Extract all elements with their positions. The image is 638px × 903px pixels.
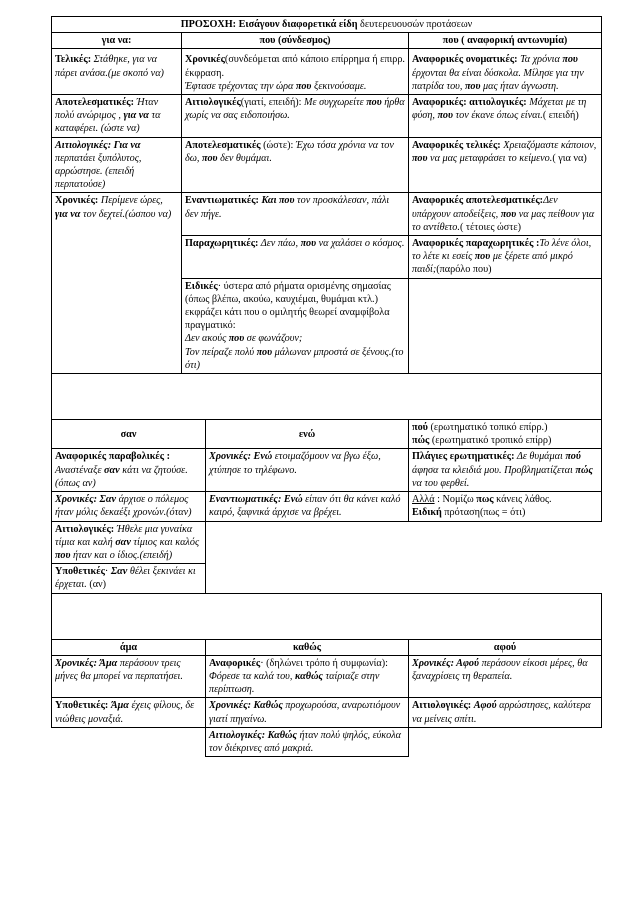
cell-aitiologikes-pou: Αιτιολογικές(γιατί, επειδή): Με συγχωρείτε που ήρθα χωρίς να σας ειδοποιήσω.	[182, 95, 409, 138]
cell-enantiomatikes-pou: Εναντιωματικές: Και που τον προσκάλεσαν, πάλι δεν πήγε.	[182, 193, 409, 236]
header-pou-antonymia: που ( αναφορική αντωνυμία)	[409, 33, 602, 49]
section1-header-row	[52, 33, 602, 49]
table-row	[52, 492, 602, 521]
cell-xronikes-kathos: Χρονικές: Καθώς προχωρούσα, αναρωτιόμουν γιατί πηγαίνω.	[206, 698, 409, 727]
header-afou: αφού	[409, 639, 602, 655]
separator-cell	[52, 593, 602, 639]
cell-empty	[409, 727, 602, 756]
cell-xronikes-afou: Χρονικές: Αφού περάσουν είκοσι μέρες, θα ξαναχρίσεις τη θεραπεία.	[409, 655, 602, 698]
table-row	[52, 521, 602, 564]
cell-empty	[206, 521, 602, 593]
cell-aitiologikes-gia-na: Αιτιολογικές: Για να περπατάει ξυπόλυτος, αρρώστησε. (επειδή περπατούσε)	[52, 137, 182, 193]
table-row	[52, 449, 602, 492]
cell-eidikes-pou: Ειδικές· ύστερα από ρήματα ορισμένης σημασίας (όπως βλέπω, ακούω, καυχιέμαι, θυμάμαι κτλ.) εκφράζει κάτι που ο ομιλητής θεωρεί αναμφίβολα πραγματικό: Δεν ακούς που σε φωνάζουν; Τον πείραζε πολύ που μάλωναν μπροστά σε ξένους.(το ότι)	[182, 278, 409, 373]
table-row	[52, 698, 602, 727]
section3-header-row	[52, 639, 602, 655]
cell-xronikes-san: Χρονικές: Σαν άρχισε ο πόλεμος ήταν μόλις δεκαέξι χρονών.(όταν)	[52, 492, 206, 521]
cell-xronikes-pou: Χρονικές(συνδεόμεται από κάποιο επίρρημα ή επιρρ. έκφραση. Έφτασε τρέχοντας την ώρα που ξεκινούσαμε.	[182, 49, 409, 95]
cell-xronikes-ama: Χρονικές: Άμα περάσουν τρεις μήνες θα μπορεί να περπατήσει.	[52, 655, 206, 698]
header-pou-syndesmos: που (σύνδεσμος)	[182, 33, 409, 49]
table-row	[52, 95, 602, 138]
cell-anaforikes-onomatikes: Αναφορικές ονοματικές: Τα χρόνια που έρχονται θα είναι δύσκολα. Μίλησε για την πατρίδα του, που μας ήταν άγνωστη.	[409, 49, 602, 95]
cell-plagies-erotimatikes: Πλάγιες ερωτηματικές: Δε θυμάμαι πού άφησα τα κλειδιά μου. Προβληματίζεται πώς να του φερθεί.	[409, 449, 602, 492]
cell-telikes: Τελικές: Στάθηκε, για να πάρει ανάσα.(με σκοπό να)	[52, 49, 182, 95]
cell-anaforikes-apotelesmatikes: Αναφορικές αποτελεσματικές:Δεν υπάρχουν αποδείξεις, που να μας πείθουν για το αντίθετο.( τέτοιες ώστε)	[409, 193, 602, 236]
separator-row	[52, 374, 602, 420]
header-eno: ενώ	[206, 420, 409, 449]
section2-header-row	[52, 420, 602, 449]
cell-anaforikes-kathos: Αναφορικές· (δηλώνει τρόπο ή συμφωνία): Φόρεσε τα καλά του, καθώς ταίριαζε στην περίπτωση.	[206, 655, 409, 698]
cell-empty	[409, 278, 602, 373]
table-row	[52, 137, 602, 193]
cell-anaforikes-paraxoritikes: Αναφορικές παραχωρητικές :Το λένε όλοι, το λέτε κι εσείς που με ξέρετε από μικρό παιδί;(παρόλο που)	[409, 236, 602, 279]
cell-empty	[52, 727, 206, 756]
grammar-table	[51, 16, 602, 757]
header-pou-pos: πού (ερωτηματικό τοπικό επίρρ.) πώς (ερωτηματικό τροπικό επίρρ)	[409, 420, 602, 449]
cell-aitiologikes-afou: Αιτιολογικές: Αφού αρρώστησες, καλύτερα να μείνεις σπίτι.	[409, 698, 602, 727]
cell-anaforikes-telikes: Αναφορικές τελικές: Χρειαζόμαστε κάποιον, που να μας μεταφράσει το κείμενο.( για να)	[409, 137, 602, 193]
separator-row	[52, 593, 602, 639]
table-row	[52, 727, 602, 756]
header-kathos: καθώς	[206, 639, 409, 655]
header-gia-na: για να:	[52, 33, 182, 49]
cell-paraxoritikes-pou: Παραχωρητικές: Δεν πάω, που να χαλάσει ο κόσμος.	[182, 236, 409, 279]
cell-apotelesmatikes: Αποτελεσματικές: Ήταν πολύ ανώριμος , για να τα καταφέρει. (ώστε να)	[52, 95, 182, 138]
header-san: σαν	[52, 420, 206, 449]
header-ama: άμα	[52, 639, 206, 655]
separator-cell	[52, 374, 602, 420]
cell-aitiologikes-kathos: Αιτιολογικές: Καθώς ήταν πολύ ψηλός, εύκολα τον διέκρινες από μακριά.	[206, 727, 409, 756]
cell-ypothetikes-ama: Υποθετικές: Άμα έχεις φίλους, δε νιώθεις μοναξιά.	[52, 698, 206, 727]
cell-aitiologikes-san: Αιτιολογικές: Ήθελε μια γυναίκα τίμια και καλή σαν τίμιος και καλός που ήταν και ο ίδιος.(επειδή)	[52, 521, 206, 564]
table-row	[52, 193, 602, 236]
cell-enantiomatikes-eno: Εναντιωματικές: Ενώ είπαν ότι θα κάνει καλό καιρό, ξαφνικά άρχισε να βρέχει.	[206, 492, 409, 521]
cell-apotelesmatikes-pou: Αποτελεσματικές (ώστε): Έχω τόσα χρόνια να τον δω, που δεν θυμάμαι.	[182, 137, 409, 193]
table-row	[52, 49, 602, 95]
title-row	[52, 17, 602, 33]
table-row	[52, 655, 602, 698]
cell-xronikes-eno: Χρονικές: Ενώ ετοιμαζόμουν να βγω έξω, χτύπησε το τηλέφωνο.	[206, 449, 409, 492]
table-title: ΠΡΟΣΟΧΗ: Εισάγουν διαφορετικά είδη δευτερευουσών προτάσεων	[52, 17, 602, 33]
cell-alla-pos: Αλλά : Νομίζω πως κάνεις λάθος. Ειδική πρόταση(πως = ότι)	[409, 492, 602, 521]
cell-anaforikes-aitiologikes: Αναφορικές: αιτιολογικές: Μάχεται με τη φύση, που τον έκανε όπως είναι.( επειδή)	[409, 95, 602, 138]
grammar-table-page	[51, 16, 601, 757]
cell-xronikes-gia-na: Χρονικές: Περίμενε ώρες, για να τον δεχτεί.(ώσπου να)	[52, 193, 182, 374]
cell-ypothetikes-san: Υποθετικές· Σαν θέλει ξεκινάει κι έρχεται. (αν)	[52, 564, 206, 593]
cell-anaforikes-paravolikes: Αναφορικές παραβολικές : Αναστέναξε σαν κάτι να ζητούσε.(όπως αν)	[52, 449, 206, 492]
